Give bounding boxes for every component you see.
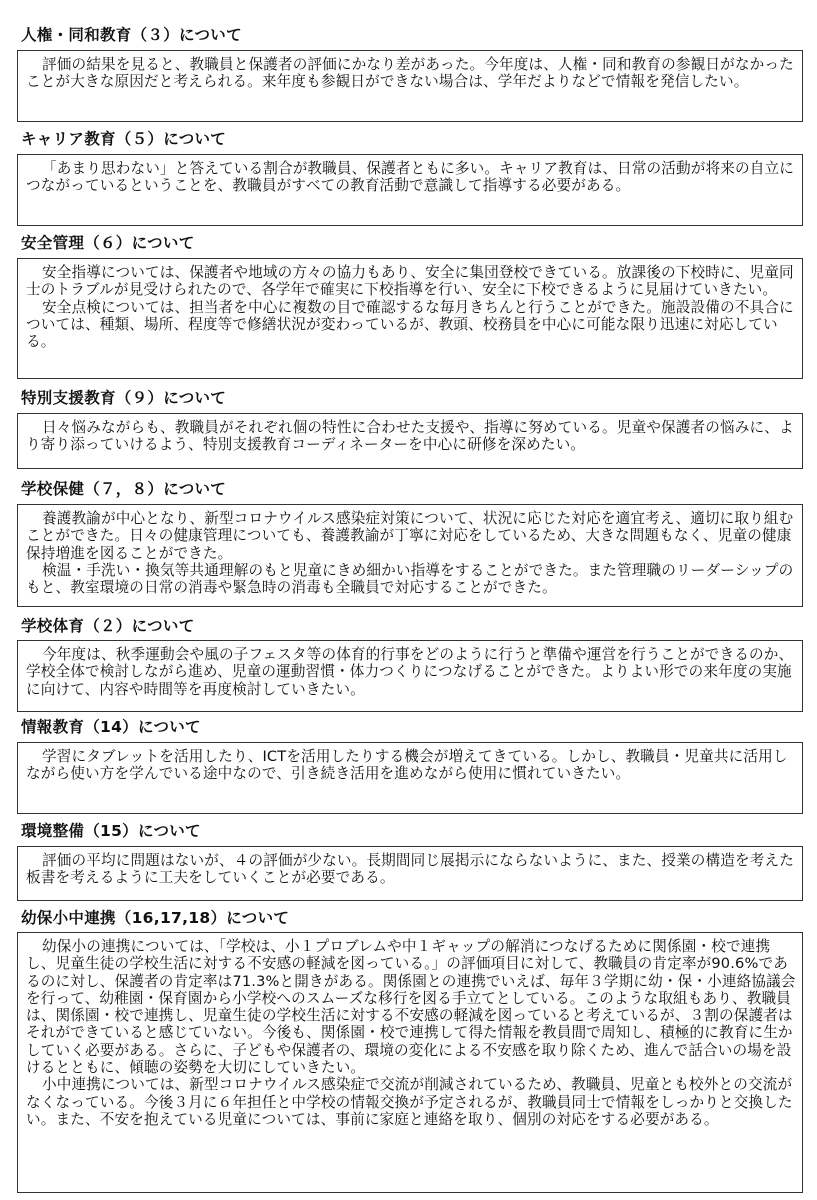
section-paragraph: 安全点検については、担当者を中心に複数の目で確認するな毎月きちんと行うことができた。施設設備の不具合については、種類、場所、程度等で修繕状況が変わっているが、教頭、校務員を中心に可能な限り迅速に対応している。 — [26, 298, 794, 351]
section-heading-safety: 安全管理（６）について — [21, 234, 195, 252]
section-heading-career: キャリア教育（５）について — [21, 130, 227, 148]
section-paragraph: 評価の結果を見ると、教職員と保護者の評価にかなり差があった。今年度は、人権・同和教育の参観日がなかったことが大きな原因だと考えられる。来年度も参観日ができない場合は、学年だよりなどで情報を発信したい。 — [26, 56, 794, 91]
section-paragraph: 幼保小の連携については、「学校は、小１プロブレムや中１ギャップの解消につなげるために関係園・校で連携し、児童生徒の学校生活に対する不安感の軽減を図っている。」の評価項目に対して、教職員の肯定率が90.6%であるのに対し、保護者の肯定率は71.3%と開きがある。関係園との連携でいえば、毎年３学期に幼・保・小連絡協議会を行って、幼稚園・保育園から小学校へのスムーズな移行を図る手立てとしている。このような取組もあり、教職員は、関係園・校で連携し、児童生徒の学校生活に対する不安感の軽減を図っていると考えているが、３割の保護者はそれができていると感じていない。今後も、関係園・校で連携して得た情報を教員間で周知し、積極的に教育に生かしていく必要がある。さらに、子どもや保護者の、環境の変化による不安感を取り除くため、進んで話合いの場を設けるとともに、傾聴の姿勢を大切にしていきたい。 — [26, 938, 796, 1077]
section-paragraph: 検温・手洗い・換気等共通理解のもと児童にきめ細かい指導をすることができた。また管理職のリーダーシップのもと、教室環境の日常の消毒や緊急時の消毒も全職員で対応することができた。 — [26, 561, 794, 597]
section-heading-human-rights: 人権・同和教育（３）について — [21, 26, 242, 44]
section-paragraph: 評価の平均に問題はないが、４の評価が少ない。長期間同じ展掲示にならないように、また、授業の構造を考えた板書を考えるように工夫をしていくことが必要である。 — [26, 852, 794, 887]
section-paragraph: 「あまり思わない」と答えている割合が教職員、保護者ともに多い。キャリア教育は、日常の活動が将来の自立につながっているということを、教職員がすべての教育活動で意識して指導する必要がある。 — [26, 160, 794, 195]
section-heading-special-support: 特別支援教育（９）について — [21, 389, 227, 407]
section-box-school-health — [17, 504, 803, 607]
section-heading-physical-education: 学校体育（２）について — [21, 617, 195, 635]
section-heading-environment: 環境整備（15）について — [21, 822, 201, 840]
section-heading-kindergarten-school-liaison: 幼保小中連携（16,17,18）について — [21, 909, 290, 927]
section-box-information-education — [17, 742, 803, 814]
section-paragraph: 日々悩みながらも、教職員がそれぞれ個の特性に合わせた支援や、指導に努めている。児童や保護者の悩みに、より寄り添っていけるよう、特別支援教育コーディネーターを中心に研修を深めたい。 — [26, 419, 794, 454]
section-box-career — [17, 154, 803, 226]
section-paragraph: 安全指導については、保護者や地域の方々の協力もあり、安全に集団登校できている。放課後の下校時に、児童同士のトラブルが見受けられたので、各学年で確実に下校指導を行い、安全に下校できるように見届けていきたい。 — [26, 264, 794, 299]
section-box-safety — [17, 258, 803, 379]
section-heading-school-health: 学校保健（７，８）について — [21, 480, 227, 498]
section-paragraph: 養護教諭が中心となり、新型コロナウイルス感染症対策について、状況に応じた対応を適宜考え、適切に取り組むことができた。日々の健康管理についても、養護教諭が丁寧に対応をしているため、大きな問題もなく、児童の健康保持増進を図ることができた。 — [26, 510, 794, 562]
section-box-kindergarten-school-liaison — [17, 932, 803, 1193]
section-paragraph: 小中連携については、新型コロナウイルス感染症で交流が削減されているため、教職員、児童とも校外との交流がなくなっている。今後３月に６年担任と中学校の情報交換が予定されるが、教職員同士で情報をしっかりと交換したい。また、不安を抱えている児童については、事前に家庭と連絡を取り、個別の対応をする必要がある。 — [26, 1076, 793, 1128]
section-box-physical-education — [17, 640, 803, 712]
section-heading-information-education: 情報教育（14）について — [21, 718, 201, 736]
section-box-environment — [17, 846, 803, 901]
section-paragraph: 今年度は、秋季運動会や風の子フェスタ等の体育的行事をどのように行うと準備や運営を行うことができるのか、学校全体で検討しながら進め、児童の運動習慣・体力つくりにつなげることができた。よりよい形での来年度の実施に向けて、内容や時間等を再度検討していきたい。 — [26, 646, 794, 698]
section-paragraph: 学習にタブレットを活用したり、ICTを活用したりする機会が増えてきている。しかし、教職員・児童共に活用しながら使い方を学んでいる途中なので、引き続き活用を進めながら使用に慣れていきたい。 — [26, 748, 788, 783]
section-box-human-rights — [17, 50, 803, 122]
section-box-special-support — [17, 413, 803, 469]
